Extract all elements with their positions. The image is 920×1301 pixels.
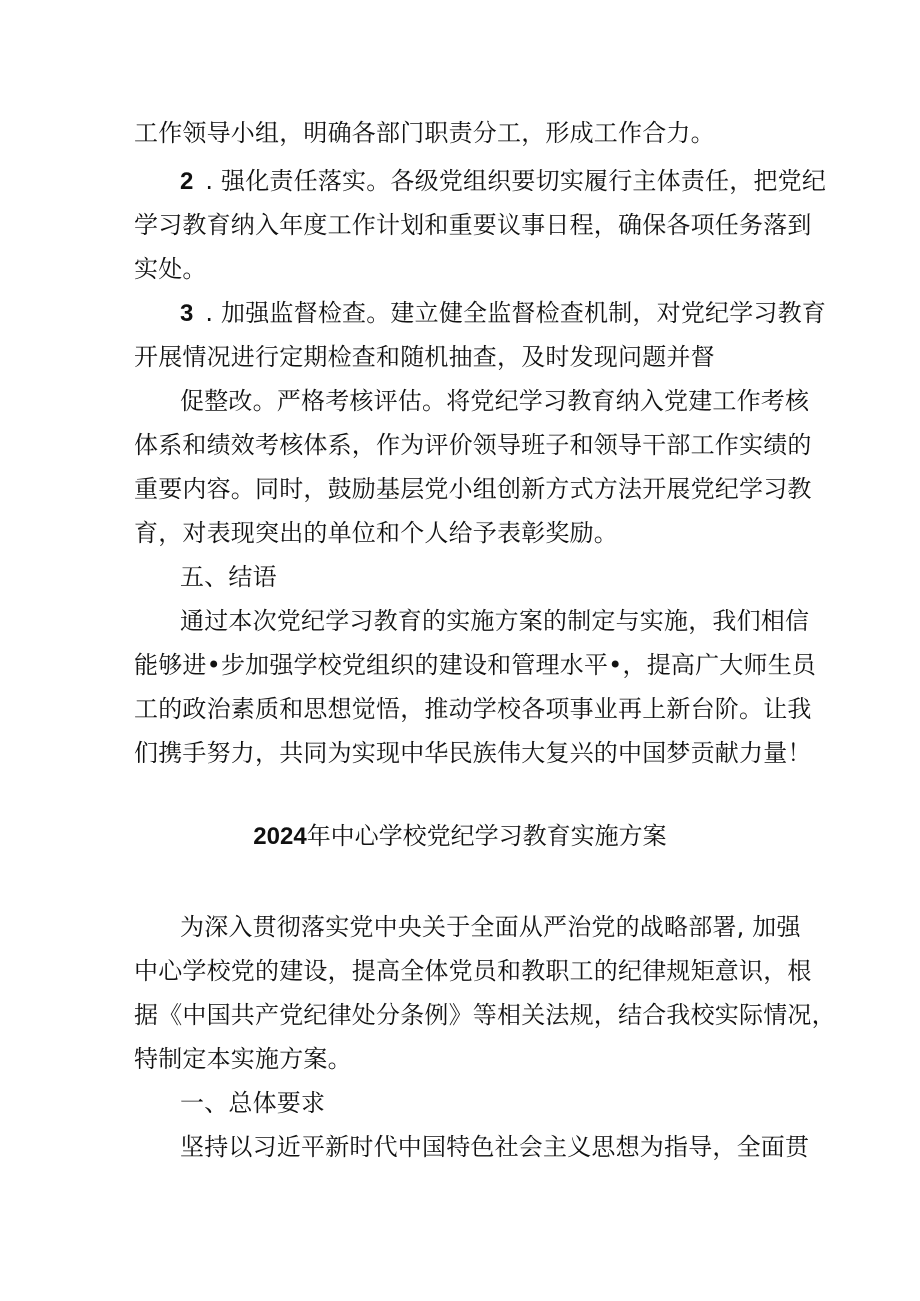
text-line: 能够进•步加强学校党组织的建设和管理水平•，提高广大师生员	[134, 651, 817, 679]
text-line: 体系和绩效考核体系，作为评价领导班子和领导干部工作实绩的	[134, 431, 812, 459]
text-line: 据《中国共产党纪律处分条例》等相关法规，结合我校实际情况，	[134, 1001, 836, 1029]
text-line: 育，对表现突出的单位和个人给予表彰奖励。	[134, 519, 618, 547]
list-item-2	[180, 164, 826, 199]
text-line: 促整改。严格考核评估。将党纪学习教育纳入党建工作考核	[180, 387, 810, 415]
section-heading: 五、结语	[180, 563, 277, 591]
list-item-text: . 加强监督检查。建立健全监督检查机制，对党纪学习教育	[205, 299, 827, 327]
text-line: 实处。	[134, 255, 207, 283]
list-number: 2	[180, 168, 194, 195]
text-line: 为深入贯彻落实党中央关于全面从严治党的战略部署, 加强	[180, 913, 801, 941]
section-heading: 一、总体要求	[180, 1089, 326, 1117]
text-line: 坚持以习近平新时代中国特色社会主义思想为指导，全面贯	[180, 1133, 810, 1161]
list-item-text: . 强化责任落实。各级党组织要切实履行主体责任，把党纪	[205, 167, 827, 195]
text-line: 工的政治素质和思想觉悟，推动学校各项事业再上新台阶。让我	[134, 695, 812, 723]
title-year: 2024	[253, 823, 307, 850]
list-number: 3	[180, 300, 194, 327]
title-text: 年中心学校党纪学习教育实施方案	[306, 822, 667, 850]
text-line: 特制定本实施方案。	[134, 1045, 352, 1073]
text-line: 通过本次党纪学习教育的实施方案的制定与实施，我们相信	[180, 607, 810, 635]
text-line: 中心学校党的建设，提高全体党员和教职工的纪律规矩意识，根	[134, 957, 812, 985]
text-line: 重要内容。同时，鼓励基层党小组创新方式方法开展党纪学习教	[134, 475, 812, 503]
text-line: 学习教育纳入年度工作计划和重要议事日程，确保各项任务落到	[134, 211, 812, 239]
document-title	[0, 818, 920, 855]
text-line: 们携手努力，共同为实现中华民族伟大复兴的中国梦贡献力量！	[134, 739, 812, 767]
text-line: 开展情况进行定期检查和随机抽查，及时发现问题并督	[134, 343, 715, 371]
text-line: 工作领导小组，明确各部门职责分工，形成工作合力。	[134, 119, 715, 147]
list-item-3	[180, 296, 826, 331]
